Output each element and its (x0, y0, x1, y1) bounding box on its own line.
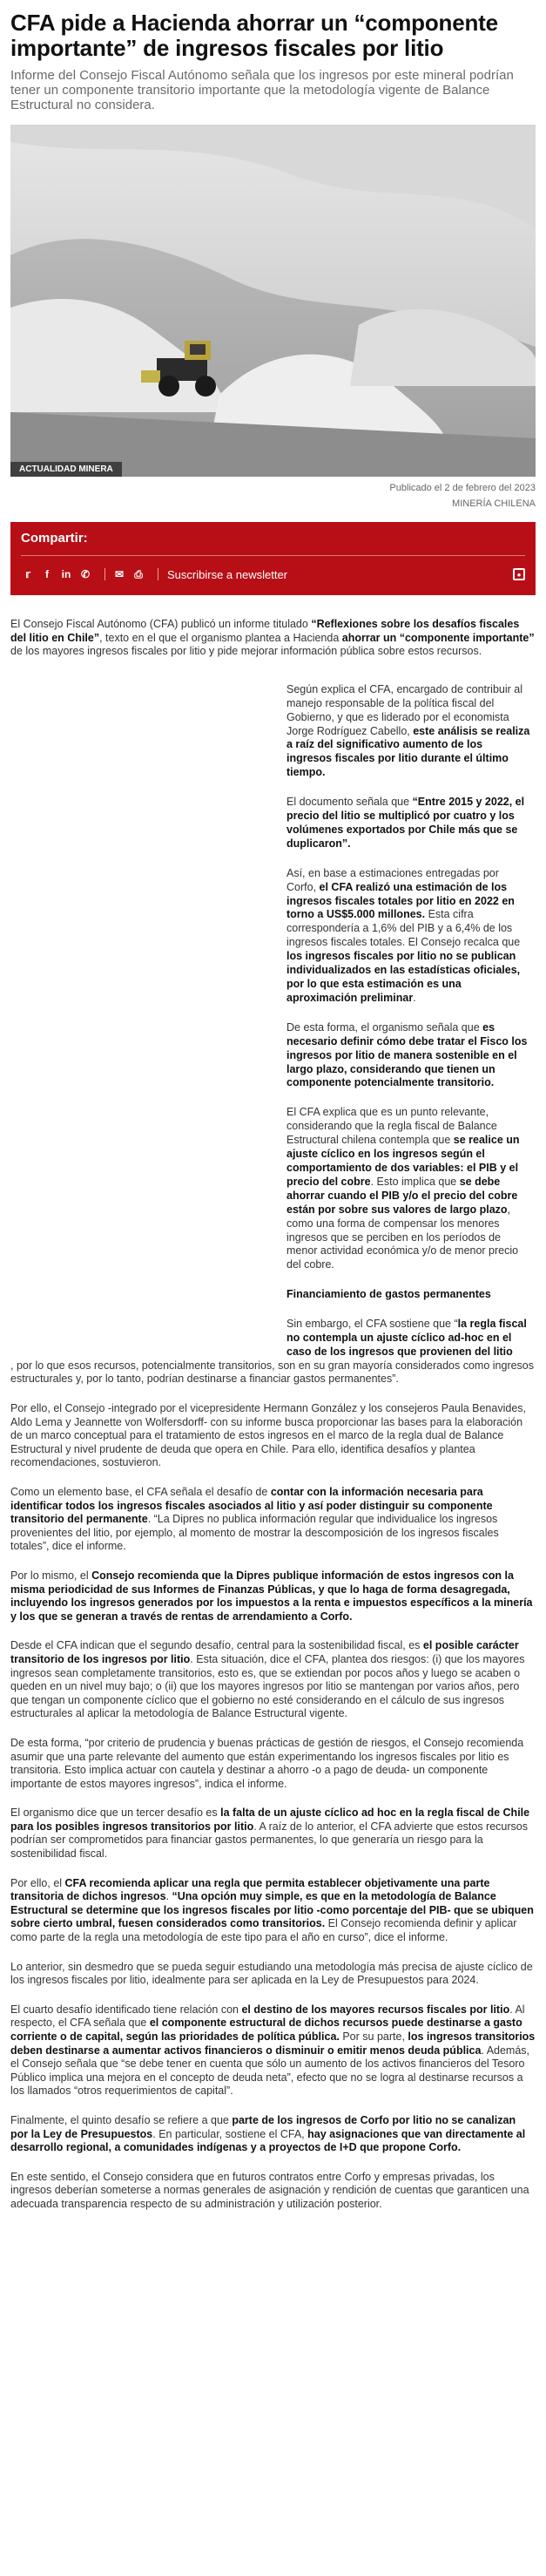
paragraph: Desde el CFA indican que el segundo desafío, central para la sostenibilidad fiscal, es el posible carácter transitorio de los ingresos por litio. Esta situación, dice el CFA, plantea dos riesgos: (i) que los mayores ingresos sean completamente transitorios, esto es, que se extiendan por pocos años y luego se acaben o queden en un nivel muy bajo; o (ii) que los mayores ingresos por litio se mantengan por varios años, pero que tengan un componente cíclico que el gobierno no esté considerando en el cálculo de sus ingresos estructurales al aplicar la metodología de Balance Estructural vigente. (10, 1639, 525, 1720)
share-box (10, 522, 536, 595)
print-icon[interactable]: ⎙ (134, 567, 143, 580)
paragraph: Así, en base a estimaciones entregadas por Corfo, el CFA realizó una estimación de los ingresos fiscales totales por litio en 2022 en torno a US$5.000 millones. Esta cifra correspondería a 1,6% del PIB y a 6,4% de los ingresos fiscales totales. El Consejo recalca que los ingresos fiscales por litio no se publican individualizados en las estadísticas oficiales, por lo que esta estimación es una aproximación preliminar. (286, 866, 521, 1004)
source-label: MINERÍA CHILENA (452, 498, 536, 509)
share-title: Compartir: (21, 531, 88, 546)
share-divider (21, 555, 525, 556)
text-span: , texto en el que el organismo plantea a Hacienda (99, 631, 342, 644)
paragraph: El organismo dice que un tercer desafío es la falta de un ajuste cíclico ad hoc en la regla fiscal de Chile para los posibles ingresos transitorios por litio. A raíz de lo anterior, el CFA advierte que estos recursos podrían ser comprometidos para financiar gastos permanentes, lo que generaría un riesgo para la sostenibilidad fiscal. (10, 1807, 530, 1861)
paragraph: En este sentido, el Consejo considera que en futuros contratos entre Corfo y empresas privadas, los ingresos deberían someterse a normas generales de asignación y rendición de cuentas que garanticen una adecuada transparencia respecto de su administración y utilización posterior. (10, 2170, 529, 2210)
whatsapp-icon[interactable]: ✆ (80, 568, 91, 580)
article-body (10, 618, 536, 2212)
twitter-icon[interactable]: 𝕣 (25, 568, 30, 580)
paragraph: Por lo mismo, el Consejo recomienda que la Dipres publique información de estos ingresos con la misma periodicidad de sus Informes de Finanzas Públicas, y que lo haga de forma desagregada, incluyendo los ingresos generados por los impuestos a la renta e impuestos específicos a la minería y los que se generan a través de rentas de arrendamiento a Corfo. (10, 1569, 533, 1623)
hero-image (10, 125, 536, 477)
paragraph: Sin embargo, el CFA sostiene que “la regla fiscal no contempla un ajuste cíclico ad-hoc en el caso de los ingresos que provienen del litio (286, 1318, 527, 1358)
salt-pile-photo (10, 125, 536, 477)
article-subtitle: Informe del Consejo Fiscal Autónomo señala que los ingresos por este mineral podrían tener un componente transitorio importante que la metodología vigente de Balance Estructural no considera. (10, 68, 514, 112)
side-column (286, 683, 530, 1359)
paragraph (10, 618, 536, 659)
facebook-icon[interactable]: f (45, 568, 49, 580)
share-separator (104, 568, 105, 580)
paragraph: Lo anterior, sin desmedro que se pueda seguir estudiando una metodología más precisa de ajuste cíclico de los ingresos fiscales por litio, idealmente para ser aplicada en la Ley de Presupuestos para 2024. (10, 1960, 533, 1987)
paragraph: El documento señala que “Entre 2015 y 2022, el precio del litio se multiplicó por cuatro y los volúmenes exportados por Chile más que se duplicaron”. (286, 796, 525, 850)
article-title: CFA pide a Hacienda ahorrar un “componente importante” de ingresos fiscales por litio (10, 10, 498, 61)
published-date: Publicado el 2 de febrero del 2023 (389, 483, 536, 493)
paragraph: Según explica el CFA, encargado de contribuir al manejo responsable de la política fiscal del Gobierno, y que es liderado por el economista Jorge Rodríguez Cabello, este análisis se realiza a raíz del significativo aumento de los ingresos fiscales por litio durante el último tiempo. (286, 682, 530, 779)
paragraph: Por ello, el CFA recomienda aplicar una regla que permita establecer objetivamente una parte transitoria de dichos ingresos. “Una opción muy simple, es que en la metodología de Balance Estructural se determine que los ingresos fiscales por litio -como porcentaje del PIB- que se ubiquen sobre cierto umbral, fuesen considerados como transitorios. El Consejo recomienda definir y aplicar como parte de la regla una metodología de este tipo para el año en curso”, dice el informe. (10, 1876, 534, 1944)
text-span: El Consejo Fiscal Autónomo (CFA) publicó un informe titulado (10, 618, 312, 630)
text-bold: “Reflexiones sobre los desafíos fiscales del litio en Chile” (10, 618, 520, 644)
share-row (21, 565, 525, 584)
section-heading: Financiamiento de gastos permanentes (286, 1288, 491, 1301)
image-caption: ACTUALIDAD MINERA (10, 462, 122, 477)
newsletter-link[interactable]: Suscribirse a newsletter (167, 567, 287, 581)
linkedin-icon[interactable]: in (61, 568, 71, 580)
paragraph: Finalmente, el quinto desafío se refiere a que parte de los ingresos de Corfo por litio no se canalizan por la Ley de Presupuestos. En particular, sostiene el CFA, hay asignaciones que van directamente al desarrollo regional, a comunidades indígenas y a proyectos de I+D que propone Corfo. (10, 2113, 526, 2154)
paragraph: El CFA explica que es un punto relevante, considerando que la regla fiscal de Balance Estructural chilena contempla que se realice un ajuste cíclico en los ingresos según el comportamiento de dos variables: el PIB y el precio del cobre. Esto implica que se debe ahorrar cuando el PIB y/o el precio del cobre están por sobre sus valores de largo plazo, como una forma de compensar los menores ingresos que se perciben en los períodos de menor actividad económica y/o de menor precio del cobre. (286, 1106, 520, 1271)
text-bold: ahorrar un “componente importante” (341, 631, 535, 644)
rss-icon[interactable]: ● (513, 568, 525, 580)
paragraph: De esta forma, “por criterio de prudencia y buenas prácticas de gestión de riesgos, el Consejo recomienda asumir que una parte relevante del aumento que están experimentando los ingresos fiscales por litio es transitoria. Esto implica actuar con cautela y destinar a ahorro -o a pago de deuda- un componente importante de estos mayores ingresos”, indica el informe. (10, 1736, 524, 1790)
email-icon[interactable]: ✉ (114, 568, 125, 580)
paragraph: De esta forma, el organismo señala que es necesario definir cómo debe tratar el Fisco los ingresos por litio de manera sostenible en el largo plazo, considerando que tienen un componente potencialmente transitorio. (286, 1020, 528, 1089)
paragraph: El cuarto desafío identificado tiene relación con el destino de los mayores recursos fiscales por litio. Al respecto, el CFA señala que el componente estructural de dichos recursos puede destinarse a gasto corriente o de capital, según las prioridades de política pública. Por su parte, los ingresos transitorios deben destinarse a aumentar activos financieros o disminuir o emitir menos deuda pública. Además, el Consejo señala que “se debe tener en cuenta que sólo un aumento de los activos financieros del Tesoro Público implica una mejora en el concepto de deuda neta”, efecto que no se logra al destinarse recursos a los llamados “otros requerimientos de capital”. (10, 2003, 536, 2098)
text-span: de los mayores ingresos fiscales por litio y pide mejorar información pública sobre estos recursos. (10, 645, 482, 658)
paragraph: Como un elemento base, el CFA señala el desafío de contar con la información necesaria para identificar todos los ingresos fiscales asociados al litio y así poder distinguir su componente transitorio del permanente. “La Dipres no publica información regular que individualice los ingresos provenientes del litio, por ejemplo, al momento de mostrar la descomposición de los ingresos fiscales totales”, dice el informe. (10, 1486, 499, 1553)
article-meta (10, 480, 536, 512)
paragraph: , por lo que esos recursos, potencialmente transitorios, son en su gran mayoría considerados como ingresos estructurales y, por lo tanto, podrían destinarse a financiar gastos permanentes”. (10, 1359, 535, 1386)
paragraph: Por ello, el Consejo -integrado por el vicepresidente Hermann González y los consejeros Paula Benavides, Aldo Lema y Jeannette von Wolfersdorff- con su informe busca proporcionar las bases para la elaboración de un marco conceptual para el tratamiento de estos ingresos en el marco de la regla dual de Balance Estructural y nivel prudente de deuda que opera en Chile. Para ello, identifica desafíos y plantea recomendaciones, sostuvieron. (10, 1402, 526, 1469)
